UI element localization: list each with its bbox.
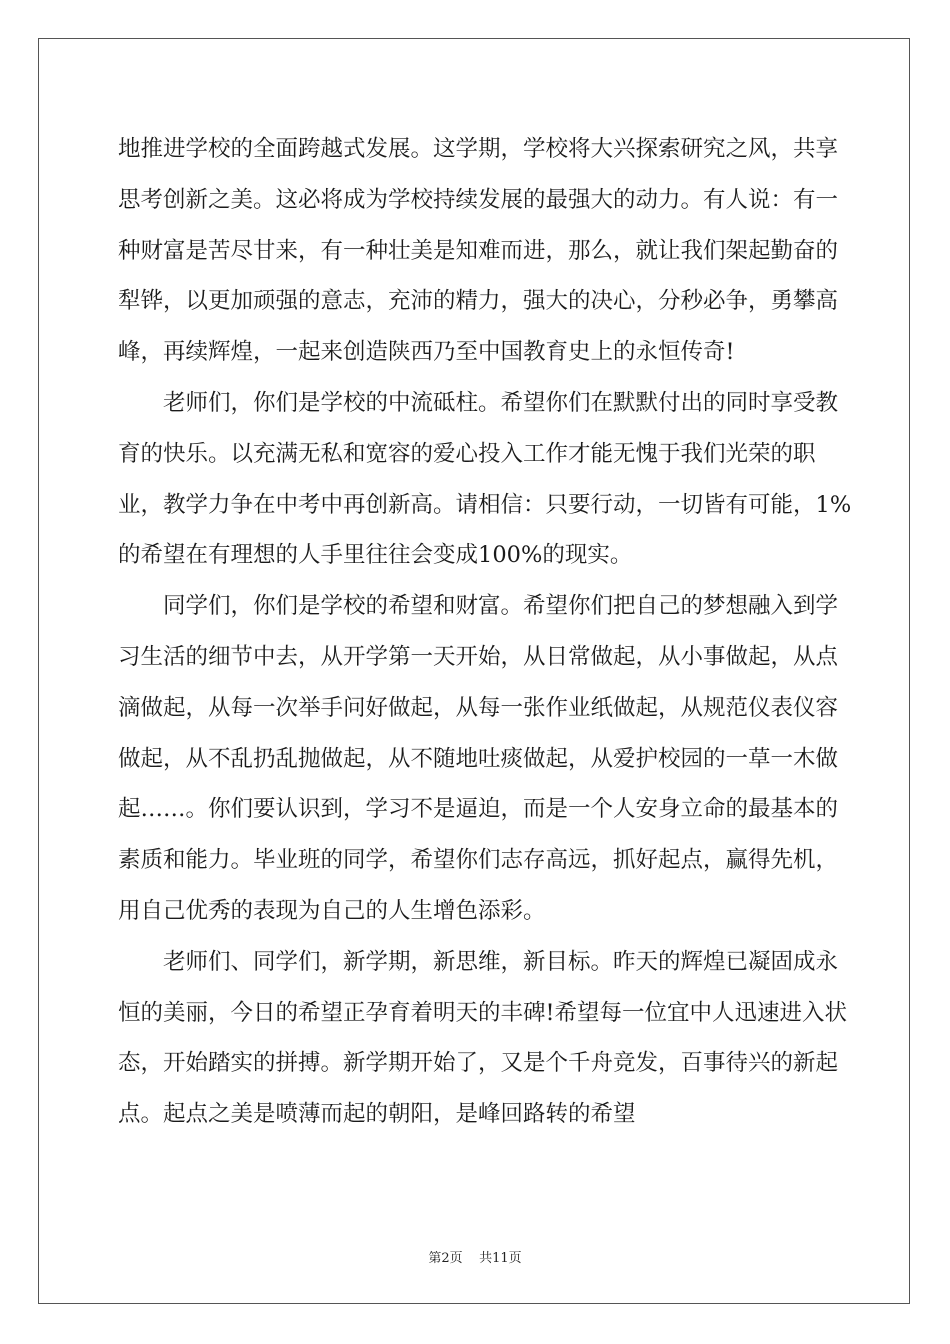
document-body [118,124,858,1140]
paragraph-4: 老师们、同学们，新学期，新思维，新目标。昨天的辉煌已凝固成永恒的美丽，今日的希望正孕育着明天的丰碑!希望每一位宜中人迅速进入状态，开始踏实的拼搏。新学期开始了，又是个千舟竞发，百事待兴的新起点。起点之美是喷薄而起的朝阳，是峰回路转的希望 [118,948,848,1128]
page-footer [0,1247,950,1266]
paragraph-2: 老师们，你们是学校的中流砥柱。希望你们在默默付出的同时享受教育的快乐。以充满无私和宽容的爱心投入工作才能无愧于我们光荣的职业，教学力争在中考中再创新高。请相信：只要行动，一切皆有可能，1%的希望在有理想的人手里往往会变成100%的现实。 [118,389,852,569]
page-total: 共11页 [479,1251,522,1266]
paragraph-1: 地推进学校的全面跨越式发展。这学期，学校将大兴探索研究之风，共享思考创新之美。这必将成为学校持续发展的最强大的动力。有人说：有一种财富是苦尽甘来，有一种壮美是知难而进，那么，就让我们架起勤奋的犁铧，以更加顽强的意志，充沛的精力，强大的决心，分秒必争，勇攀高峰，再续辉煌，一起来创造陕西乃至中国教育史上的永恒传奇! [118,136,839,366]
page-number: 第2页 [428,1251,463,1266]
paragraph-3: 同学们，你们是学校的希望和财富。希望你们把自己的梦想融入到学习生活的细节中去，从开学第一天开始，从日常做起，从小事做起，从点滴做起，从每一次举手问好做起，从每一张作业纸做起，从规范仪表仪容做起，从不乱扔乱抛做起，从不随地吐痰做起，从爱护校园的一草一木做起……。你们要认识到，学习不是逼迫，而是一个人安身立命的最基本的素质和能力。毕业班的同学，希望你们志存高远，抓好起点，赢得先机，用自己优秀的表现为自己的人生增色添彩。 [118,593,839,924]
